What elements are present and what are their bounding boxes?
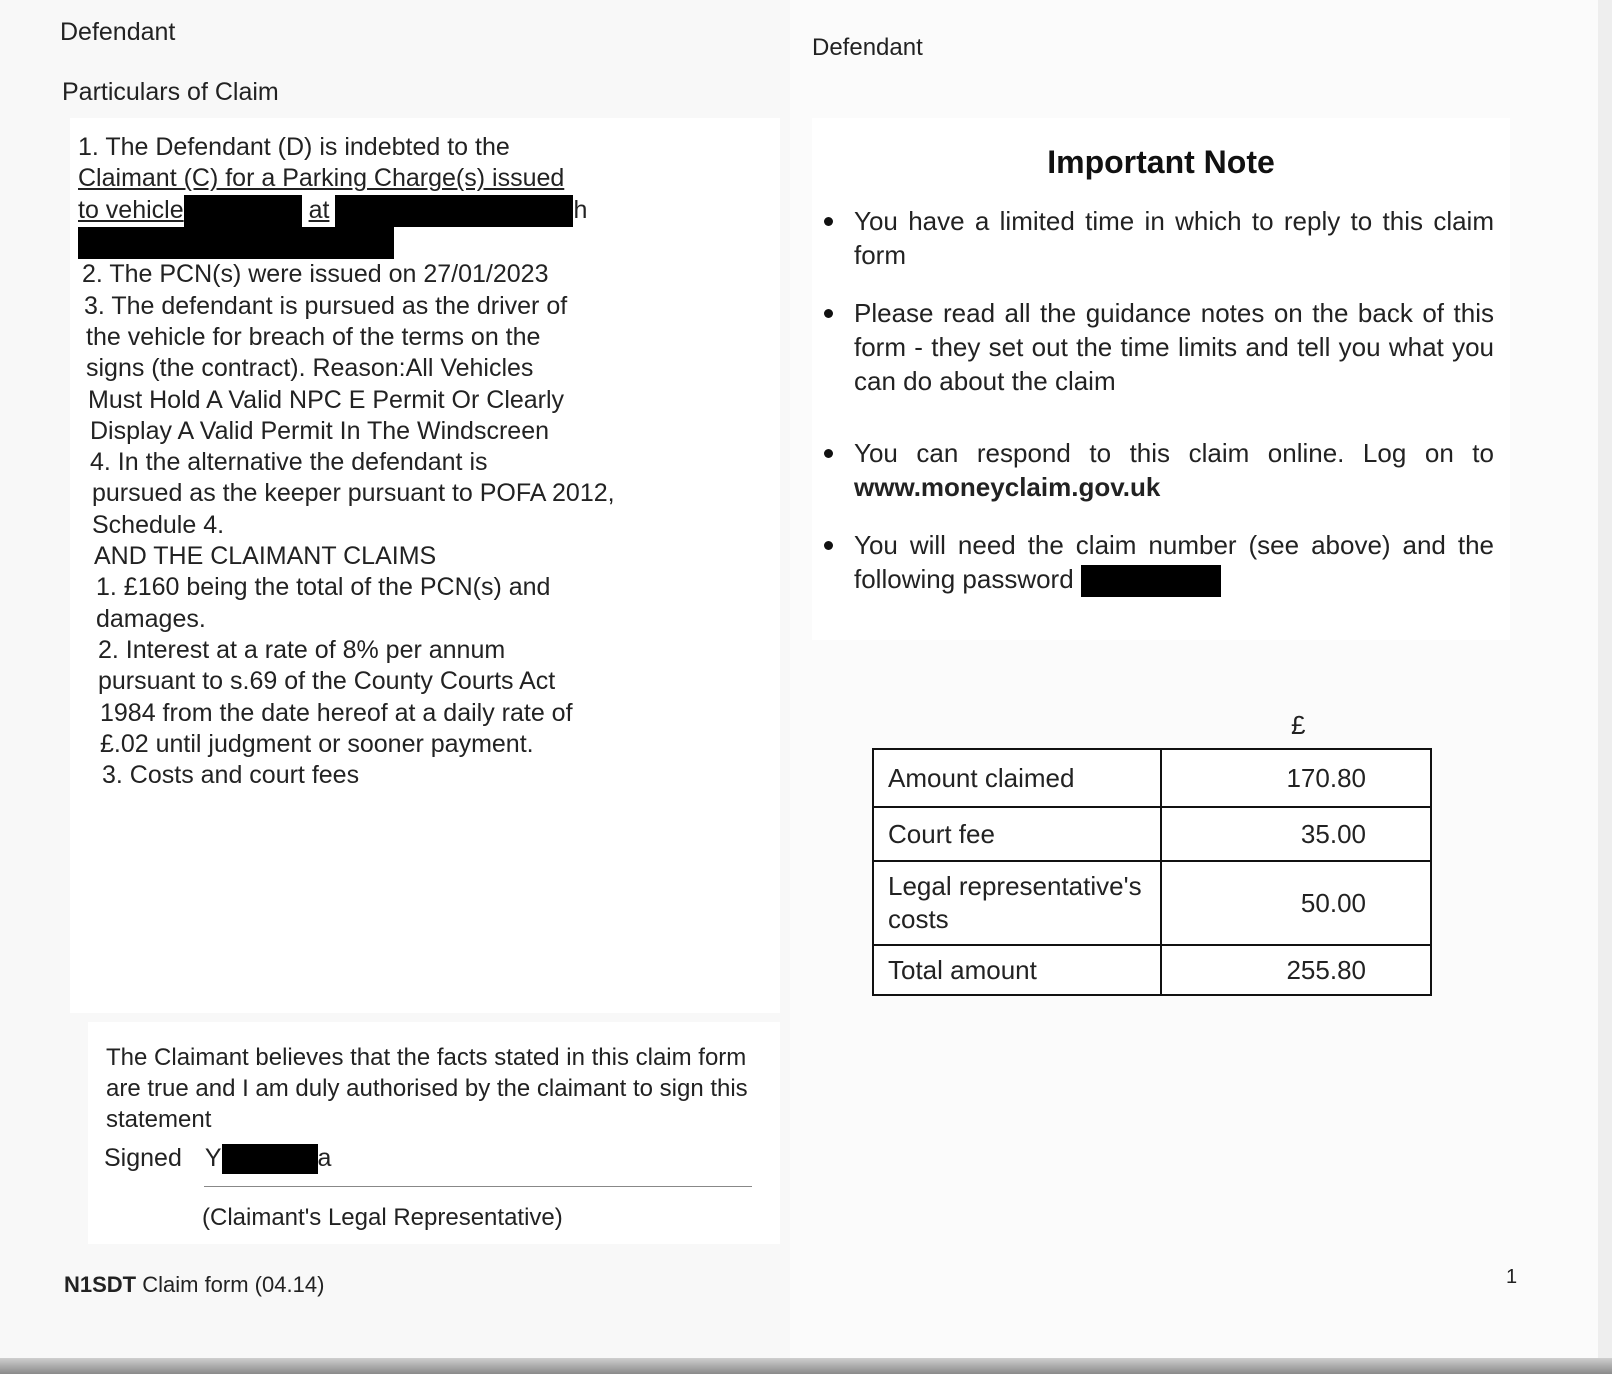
signed-label: Signed [104,1144,182,1172]
note-bullet [824,528,1494,597]
note-password-text: You will need the claim number (see above) and the following password [854,530,1494,594]
fee-label: Court fee [873,807,1161,861]
poc-line: £.02 until judgment or sooner payment. [100,729,534,758]
page-bottom-shadow [0,1358,1612,1374]
fee-amount: 170.80 [1161,749,1431,807]
poc-line: 1. The Defendant (D) is indebted to the [78,133,510,161]
poc-line: AND THE CLAIMANT CLAIMS [94,542,437,571]
fees-table [872,748,1432,996]
poc-line: Display A Valid Permit In The Windscreen [90,416,549,445]
bullet-icon [824,541,833,550]
signature-prefix: Y [204,1144,222,1172]
note-bullet-text: You have a limited time in which to reply to this claim form [854,206,1494,270]
particulars-text [78,132,638,791]
note-bullet-text: Please read all the guidance notes on the back of this form - they set out the time limits and tell you what you can do about the claim [854,298,1494,396]
redaction-location-2 [78,227,394,259]
redaction-location [335,195,573,227]
fee-label: Legal representative's costs [873,861,1161,945]
signature-caption: (Claimant's Legal Representative) [202,1204,563,1231]
signature-suffix: a [317,1144,332,1172]
note-bullet [824,436,1494,504]
page-edge [1598,0,1612,1374]
table-row [873,861,1431,945]
fee-label: Amount claimed [873,749,1161,807]
particulars-of-claim-box [70,118,780,1013]
poc-line: damages. [96,604,206,633]
statement-of-truth-box [88,1022,780,1244]
poc-line: Claimant (C) for a Parking Charge(s) issued [78,164,565,193]
note-bullet [824,204,1494,272]
redaction-password [1081,565,1221,597]
poc-location-tail: h [573,195,588,224]
fee-amount: 255.80 [1161,945,1431,995]
note-bullet-text [854,436,1494,504]
signature-line [204,1186,752,1187]
poc-line: 3. Costs and court fees [102,761,360,790]
poc-at-label: at [308,195,330,224]
poc-line: 2. The PCN(s) were issued on 27/01/2023 [82,260,549,289]
important-note-box [812,118,1510,640]
page-number: 1 [1506,1266,1518,1288]
poc-line: 4. In the alternative the defendant is [90,448,488,477]
poc-line: Must Hold A Valid NPC E Permit Or Clearly [88,385,565,414]
important-note-title: Important Note [1047,144,1275,180]
fee-amount: 50.00 [1161,861,1431,945]
poc-line: signs (the contract). Reason:All Vehicles [86,354,534,383]
bullet-icon [824,449,833,458]
poc-line: 2. Interest at a rate of 8% per annum [98,635,506,664]
bullet-icon [824,217,833,226]
signed-row [104,1144,331,1174]
poc-line: the vehicle for breach of the terms on the [86,322,541,351]
redaction-vehicle [184,195,302,227]
form-code: N1SDT [64,1272,137,1297]
poc-line: 1984 from the date hereof at a daily rate of [100,698,573,727]
table-row [873,749,1431,807]
poc-vehicle-label: to vehicle [78,195,184,224]
poc-line: pursuant to s.69 of the County Courts Act [98,667,556,696]
poc-line: pursued as the keeper pursuant to POFA 2012, [92,479,615,508]
defendant-label-left: Defendant [60,18,176,46]
poc-line: 1. £160 being the total of the PCN(s) and [96,573,551,602]
particulars-heading: Particulars of Claim [62,78,279,106]
moneyclaim-link[interactable]: www.moneyclaim.gov.uk [854,472,1161,502]
form-footer [64,1272,324,1298]
bullet-icon [824,309,833,318]
fee-label: Total amount [873,945,1161,995]
currency-symbol: £ [1291,710,1306,740]
fee-amount: 35.00 [1161,807,1431,861]
defendant-label-right: Defendant [812,34,923,61]
table-row [873,807,1431,861]
redaction-signature [222,1144,318,1174]
poc-line-vehicle [78,195,638,227]
note-online-text: You can respond to this claim online. Log on to [854,438,1494,468]
poc-line: Schedule 4. [92,510,225,539]
poc-line-redacted [78,227,638,259]
statement-text: The Claimant believes that the facts stated in this claim form are true and I am duly authorised by the claimant to sign this statement [106,1044,748,1133]
note-bullet [824,296,1494,398]
note-bullet-text [854,528,1494,597]
form-name: Claim form (04.14) [136,1272,325,1297]
poc-line: 3. The defendant is pursued as the driver of [84,291,568,320]
table-row [873,945,1431,995]
